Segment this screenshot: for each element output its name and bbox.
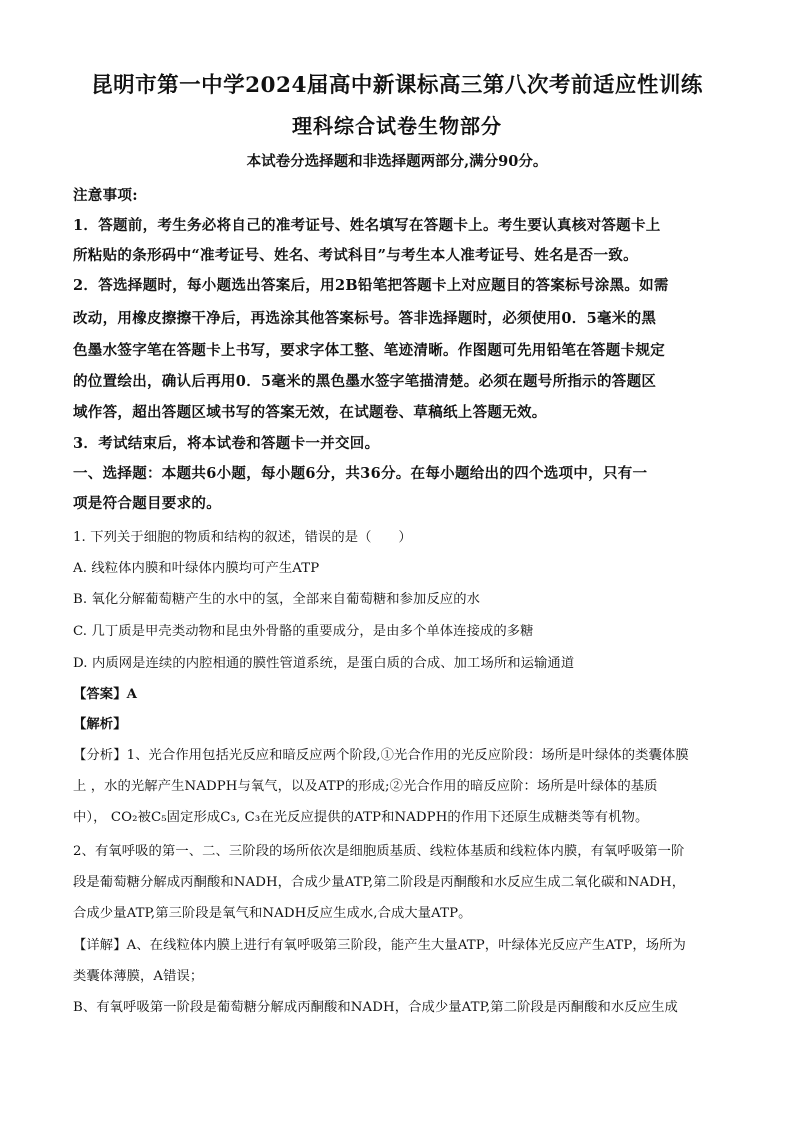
analysis-line: 【分析】1、光合作用包括光反应和暗反应两个阶段,①光合作用的光反应阶段：场所是叶绿体的类囊体膜: [73, 748, 689, 763]
analysis-line: 上 ，水的光解产生NADPH与氧气，以及ATP的形成;②光合作用的暗反应阶：场所是叶绿体的基质: [73, 779, 658, 794]
section-heading: 一、选择题：本题共6小题，每小题6分，共36分。在每小题给出的四个选项中，只有一: [73, 465, 648, 482]
exam-description: 本试卷分选择题和非选择题两部分,满分90分。: [246, 153, 548, 170]
notice-line: 所粘贴的条形码中“准考证号、姓名、考试科目”与考生本人准考证号、姓名是否一致。: [73, 247, 638, 264]
answer-label: 【答案】A: [73, 687, 138, 702]
notice-line: 域作答，超出答题区域书写的答案无效，在试题卷、草稿纸上答题无效。: [73, 404, 547, 421]
notice-heading: 注意事项:: [73, 187, 138, 204]
notice-line: 改动，用橡皮擦擦干净后，再选涂其他答案标号。答非选择题时，必须使用0．5毫米的黑: [73, 310, 657, 327]
option-a: A. 线粒体内膜和叶绿体内膜均可产生ATP: [73, 561, 320, 576]
exam-subject-title: 理科综合试卷生物部分: [292, 114, 502, 138]
detail-line: 【详解】A、在线粒体内膜上进行有氧呼吸第三阶段，能产生大量ATP，叶绿体光反应产生ATP，场所为: [73, 938, 686, 953]
notice-line: 的位置绘出，确认后再用0．5毫米的黑色墨水签字笔描清楚。必须在题号所指示的答题区: [73, 373, 657, 390]
option-d: D. 内质网是连续的内腔相通的膜性管道系统，是蛋白质的合成、加工场所和运输通道: [73, 656, 575, 671]
question-stem: 1. 下列关于细胞的物质和结构的叙述，错误的是（ ）: [73, 530, 412, 545]
detail-line: B、有氧呼吸第一阶段是葡萄糖分解成丙酮酸和NADH，合成少量ATP,第二阶段是丙酮酸和水反应生成: [73, 1000, 678, 1015]
option-b: B. 氧化分解葡萄糖产生的水中的氢，全部来自葡萄糖和参加反应的水: [73, 592, 481, 607]
analysis-label: 【解析】: [73, 717, 127, 732]
notice-line: 2．答选择题时，每小题选出答案后，用2B铅笔把答题卡上对应题目的答案标号涂黑。如需: [73, 277, 669, 294]
notice-line: 色墨水签字笔在答题卡上书写，要求字体工整、笔迹清晰。作图题可先用铅笔在答题卡规定: [73, 342, 665, 359]
notice-line: 1．答题前，考生务必将自己的准考证号、姓名填写在答题卡上。考生要认真核对答题卡上: [73, 217, 661, 234]
detail-line: 类囊体薄膜，A错误；: [73, 969, 204, 984]
analysis-line: 中）， CO₂被C₅固定形成C₃, C₃在光反应提供的ATP和NADPH的作用下还原生成糖类等有机物。: [73, 810, 649, 825]
analysis-line: 2、有氧呼吸的第一、二、三阶段的场所依次是细胞质基质、线粒体基质和线粒体内膜，有氧呼吸第一阶: [73, 844, 685, 859]
analysis-line: 段是葡萄糖分解成丙酮酸和NADH，合成少量ATP,第二阶段是丙酮酸和水反应生成二氧化碳和NADH，: [73, 875, 686, 890]
section-heading: 项是符合题目要求的。: [73, 495, 221, 512]
analysis-line: 合成少量ATP,第三阶段是氧气和NADH反应生成水,合成大量ATP。: [73, 906, 472, 921]
notice-line: 3．考试结束后，将本试卷和答题卡一并交回。: [73, 435, 380, 452]
exam-title: 昆明市第一中学2024届高中新课标高三第八次考前适应性训练: [91, 73, 703, 98]
option-c: C. 几丁质是甲壳类动物和昆虫外骨骼的重要成分，是由多个单体连接成的多糖: [73, 624, 534, 639]
